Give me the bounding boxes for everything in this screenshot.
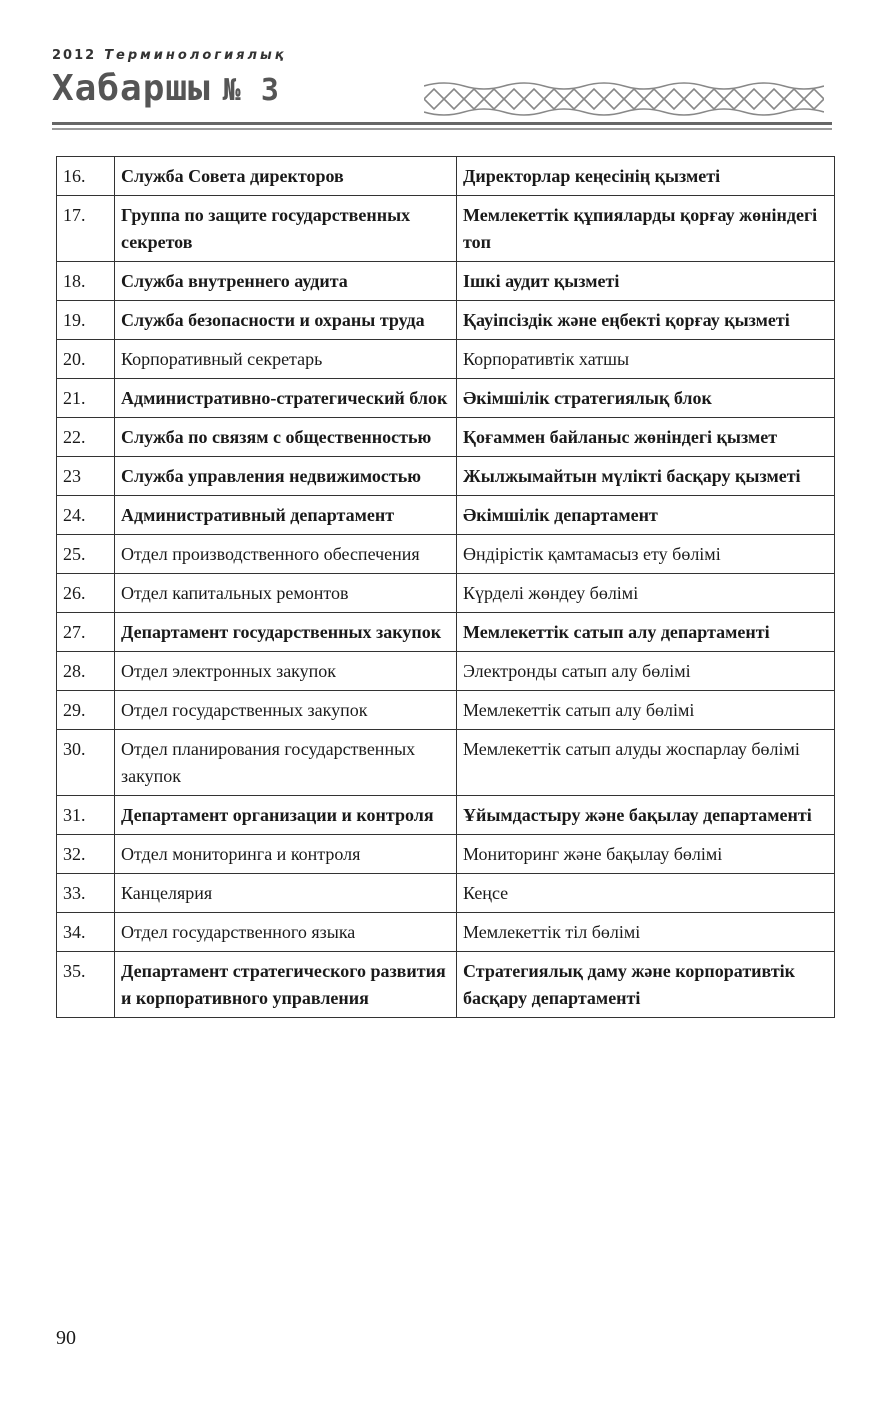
- table-row: [57, 379, 835, 418]
- header-rule-thin: [52, 128, 832, 130]
- russian-term-cell: Департамент стратегического развития и корпоративного управления: [115, 952, 457, 1018]
- journal-subtitle-line: [52, 48, 287, 63]
- kazakh-term-cell: Өндірістік қамтамасыз ету бөлімі: [457, 535, 835, 574]
- row-number-cell: 32.: [57, 835, 115, 874]
- journal-subtitle: Терминологиялық: [104, 48, 287, 63]
- table-row: [57, 418, 835, 457]
- kazakh-term-cell: Мемлекеттік сатып алу департаменті: [457, 613, 835, 652]
- kazakh-term-cell: Мемлекеттік құпияларды қорғау жөніндегі топ: [457, 196, 835, 262]
- table-row: [57, 457, 835, 496]
- table-row: [57, 874, 835, 913]
- kazakh-term-cell: Күрделі жөндеу бөлімі: [457, 574, 835, 613]
- kazakh-term-cell: Директорлар кеңесінің қызметі: [457, 157, 835, 196]
- row-number-cell: 17.: [57, 196, 115, 262]
- kazakh-term-cell: Мониторинг және бақылау бөлімі: [457, 835, 835, 874]
- table-row: [57, 496, 835, 535]
- row-number-cell: 31.: [57, 796, 115, 835]
- row-number-cell: 20.: [57, 340, 115, 379]
- table-row: [57, 613, 835, 652]
- kazakh-term-cell: Электронды сатып алу бөлімі: [457, 652, 835, 691]
- row-number-cell: 28.: [57, 652, 115, 691]
- row-number-cell: 19.: [57, 301, 115, 340]
- journal-year: 2012: [52, 48, 97, 63]
- journal-name: Хабаршы: [52, 68, 211, 109]
- russian-term-cell: Отдел государственного языка: [115, 913, 457, 952]
- kazakh-term-cell: Стратегиялық даму және корпоративтік басқару департаменті: [457, 952, 835, 1018]
- row-number-cell: 22.: [57, 418, 115, 457]
- row-number-cell: 26.: [57, 574, 115, 613]
- header-rule: [52, 122, 832, 125]
- table-row: [57, 913, 835, 952]
- russian-term-cell: Корпоративный секретарь: [115, 340, 457, 379]
- kazakh-term-cell: Қауіпсіздік және еңбекті қорғау қызметі: [457, 301, 835, 340]
- table-row: [57, 652, 835, 691]
- table-row: [57, 574, 835, 613]
- kazakh-term-cell: Мемлекеттік сатып алуды жоспарлау бөлімі: [457, 730, 835, 796]
- row-number-cell: 21.: [57, 379, 115, 418]
- row-number-cell: 25.: [57, 535, 115, 574]
- row-number-cell: 34.: [57, 913, 115, 952]
- table-row: [57, 952, 835, 1018]
- table-row: [57, 691, 835, 730]
- row-number-cell: 33.: [57, 874, 115, 913]
- row-number-cell: 16.: [57, 157, 115, 196]
- kazakh-term-cell: Ішкі аудит қызметі: [457, 262, 835, 301]
- russian-term-cell: Служба безопасности и охраны труда: [115, 301, 457, 340]
- russian-term-cell: Отдел государственных закупок: [115, 691, 457, 730]
- russian-term-cell: Отдел капитальных ремонтов: [115, 574, 457, 613]
- russian-term-cell: Административный департамент: [115, 496, 457, 535]
- russian-term-cell: Отдел электронных закупок: [115, 652, 457, 691]
- row-number-cell: 18.: [57, 262, 115, 301]
- kazakh-term-cell: Әкімшілік стратегиялық блок: [457, 379, 835, 418]
- table-row: [57, 262, 835, 301]
- kazakh-term-cell: Ұйымдастыру және бақылау департаменті: [457, 796, 835, 835]
- row-number-cell: 29.: [57, 691, 115, 730]
- table-row: [57, 835, 835, 874]
- issue-number: № 3: [222, 73, 280, 108]
- terminology-table: [56, 156, 835, 1018]
- table-row: [57, 196, 835, 262]
- kazakh-term-cell: Мемлекеттік сатып алу бөлімі: [457, 691, 835, 730]
- kazakh-term-cell: Қоғаммен байланыс жөніндегі қызмет: [457, 418, 835, 457]
- kazakh-term-cell: Мемлекеттік тіл бөлімі: [457, 913, 835, 952]
- kazakh-term-cell: Корпоративтік хатшы: [457, 340, 835, 379]
- table-row: [57, 301, 835, 340]
- ornament-band-icon: [424, 78, 824, 120]
- kazakh-term-cell: Жылжымайтын мүлікті басқару қызметі: [457, 457, 835, 496]
- table-body: [57, 157, 835, 1018]
- table-row: [57, 535, 835, 574]
- row-number-cell: 24.: [57, 496, 115, 535]
- row-number-cell: 35.: [57, 952, 115, 1018]
- table-row: [57, 340, 835, 379]
- russian-term-cell: Канцелярия: [115, 874, 457, 913]
- russian-term-cell: Отдел мониторинга и контроля: [115, 835, 457, 874]
- russian-term-cell: Служба внутреннего аудита: [115, 262, 457, 301]
- row-number-cell: 30.: [57, 730, 115, 796]
- row-number-cell: 27.: [57, 613, 115, 652]
- kazakh-term-cell: Әкімшілік департамент: [457, 496, 835, 535]
- table-row: [57, 796, 835, 835]
- russian-term-cell: Группа по защите государственных секретов: [115, 196, 457, 262]
- russian-term-cell: Департамент организации и контроля: [115, 796, 457, 835]
- table-row: [57, 157, 835, 196]
- russian-term-cell: Отдел производственного обеспечения: [115, 535, 457, 574]
- russian-term-cell: Служба управления недвижимостью: [115, 457, 457, 496]
- kazakh-term-cell: Кеңсе: [457, 874, 835, 913]
- russian-term-cell: Служба Совета директоров: [115, 157, 457, 196]
- table-row: [57, 730, 835, 796]
- russian-term-cell: Отдел планирования государственных закупок: [115, 730, 457, 796]
- row-number-cell: 23: [57, 457, 115, 496]
- page-number: 90: [56, 1327, 76, 1349]
- russian-term-cell: Департамент государственных закупок: [115, 613, 457, 652]
- page-header: [52, 40, 832, 135]
- russian-term-cell: Административно-стратегический блок: [115, 379, 457, 418]
- russian-term-cell: Служба по связям с общественностью: [115, 418, 457, 457]
- journal-title: [52, 68, 280, 109]
